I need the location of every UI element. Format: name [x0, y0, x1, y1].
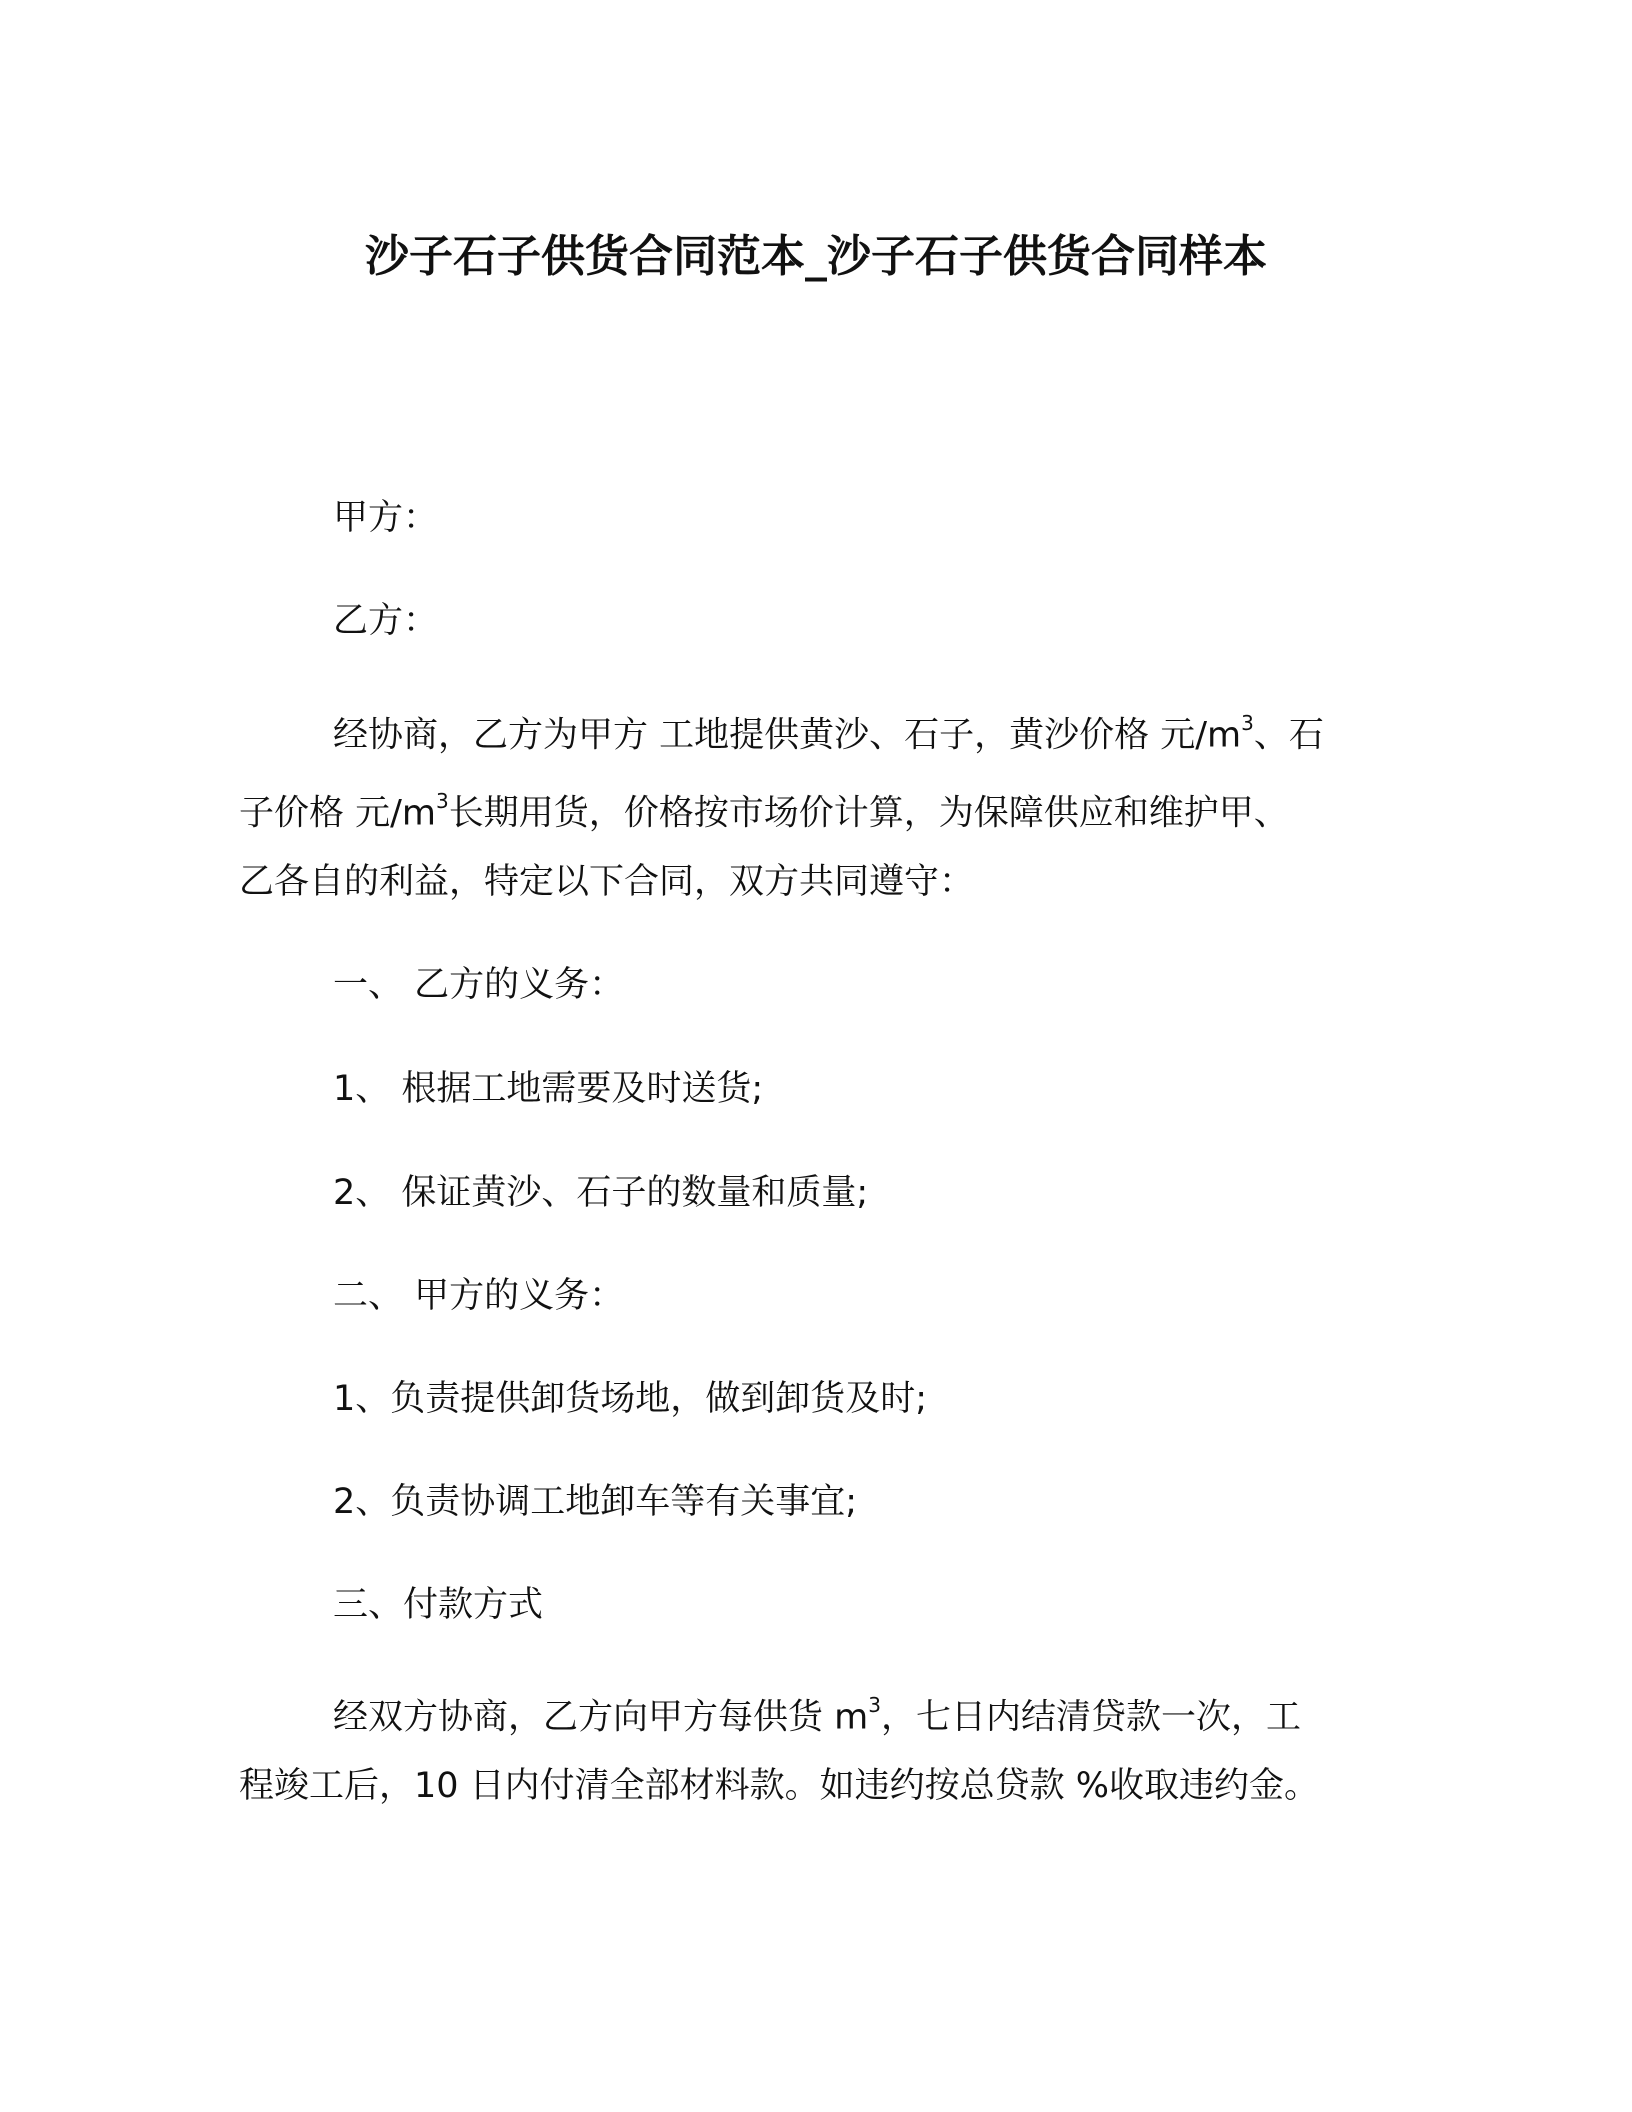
section-3-heading: 三、付款方式: [333, 1585, 544, 1625]
section-3-paragraph-line-1: [333, 1684, 1301, 1743]
superscript: 3: [1241, 711, 1254, 735]
section-2-heading: 二、 甲方的义务：: [333, 1276, 625, 1316]
section-1-heading: 一、 乙方的义务：: [333, 965, 625, 1005]
intro-line-2-tail: 长期用货，价格按市场价计算，为保障供应和维护甲、: [448, 793, 1289, 834]
document-title: 沙子石子供货合同范本_沙子石子供货合同样本: [365, 231, 1267, 282]
section-3-line-1-text: 经双方协商，乙方向甲方每供货 m: [333, 1697, 869, 1738]
section-3-paragraph-line-2: 程竣工后，10 日内付清全部材料款。如违约按总贷款 %收取违约金。: [239, 1766, 1320, 1806]
intro-line-1-tail: 、石: [1253, 715, 1324, 756]
intro-line-3: 乙各自的利益，特定以下合同，双方共同遵守：: [239, 862, 975, 902]
intro-line-1-text: 经协商，乙方为甲方 工地提供黄沙、石子，黄沙价格 元/m: [333, 715, 1242, 756]
superscript: 3: [436, 789, 449, 813]
intro-line-2-text: 子价格 元/m: [239, 793, 437, 834]
section-1-item-2: 2、 保证黄沙、石子的数量和质量;: [333, 1173, 869, 1213]
party-b-label: 乙方：: [333, 601, 439, 641]
intro-line-2: [239, 780, 1289, 839]
section-2-item-1: 1、负责提供卸货场地，做到卸货及时;: [333, 1379, 928, 1419]
section-3-line-1-tail: ，七日内结清贷款一次，工: [880, 1697, 1301, 1738]
intro-line-1: [333, 702, 1324, 761]
section-2-item-2: 2、负责协调工地卸车等有关事宜;: [333, 1482, 858, 1522]
party-a-label: 甲方：: [333, 498, 439, 538]
section-1-item-1: 1、 根据工地需要及时送货;: [333, 1069, 764, 1109]
superscript: 3: [868, 1693, 881, 1717]
